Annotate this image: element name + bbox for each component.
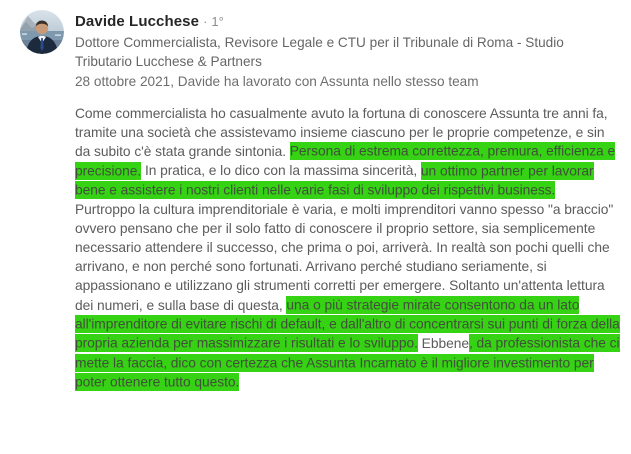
connection-degree: 1° (211, 14, 224, 29)
post-content (75, 10, 620, 392)
post-body (75, 104, 620, 392)
author-avatar[interactable] (20, 10, 64, 54)
post-paragraph (75, 200, 620, 392)
author-name-row (75, 13, 620, 30)
avatar-photo (20, 10, 64, 54)
highlighted-text: , da professionista che ci mette la faccia, dico con certezza che Assunta Incarnato è il migliore investimento per poter ottenere tutto questo. (75, 335, 620, 390)
body-text: Ebbene (417, 335, 469, 351)
body-text: Purtroppo la cultura imprenditoriale è varia, e molti imprenditori vanno spesso "a braccio" ovvero pensano che per il solo fatto di conoscere il proprio settore, sia semplicemente necessario attendere il successo, che prima o poi, arriverà. In realtà son pochi quelli che arrivano, e non perché sono fortunati. Arrivano perché studiano seriamente, si appassionano e utilizzano gli strumenti corretti per emergere. Soltanto un'attenta lettura dei numeri, e sulla base di questa, (75, 201, 614, 313)
highlighted-text: una o più strategie mirate consentono da un lato all'imprenditore di evitare rischi di default, e dall'altro di concentrarsi sui punti di forza della propria azienda per massimizzare i risultati e lo sviluppo. (75, 297, 620, 351)
highlighted-text: Persona di estrema correttezza, premura, efficienza e precisione. (75, 143, 616, 179)
body-text: In pratica, e lo dico con la massima sincerità, (141, 163, 421, 179)
highlighted-text: un ottimo partner per lavorar bene e assistere i nostri clienti nelle varie fasi di sviluppo dei rispettivi business. (75, 163, 594, 198)
author-headline: Dottore Commercialista, Revisore Legale e CTU per il Tribunale di Roma - Studio Tributario Lucchese & Partners (75, 35, 564, 69)
body-text: Come commercialista ho casualmente avuto la fortuna di conoscere Assunta tre anni fa, tramite una società che assistevamo insieme ciascuno per le proprie competenze, e sin da subito c'è stata grande sintonia. (75, 105, 608, 159)
author-name[interactable]: Davide Lucchese (75, 13, 200, 30)
post-paragraph (75, 104, 620, 200)
post-meta: 28 ottobre 2021, Davide ha lavorato con Assunta nello stesso team (75, 74, 479, 89)
degree-separator: · (203, 14, 208, 29)
